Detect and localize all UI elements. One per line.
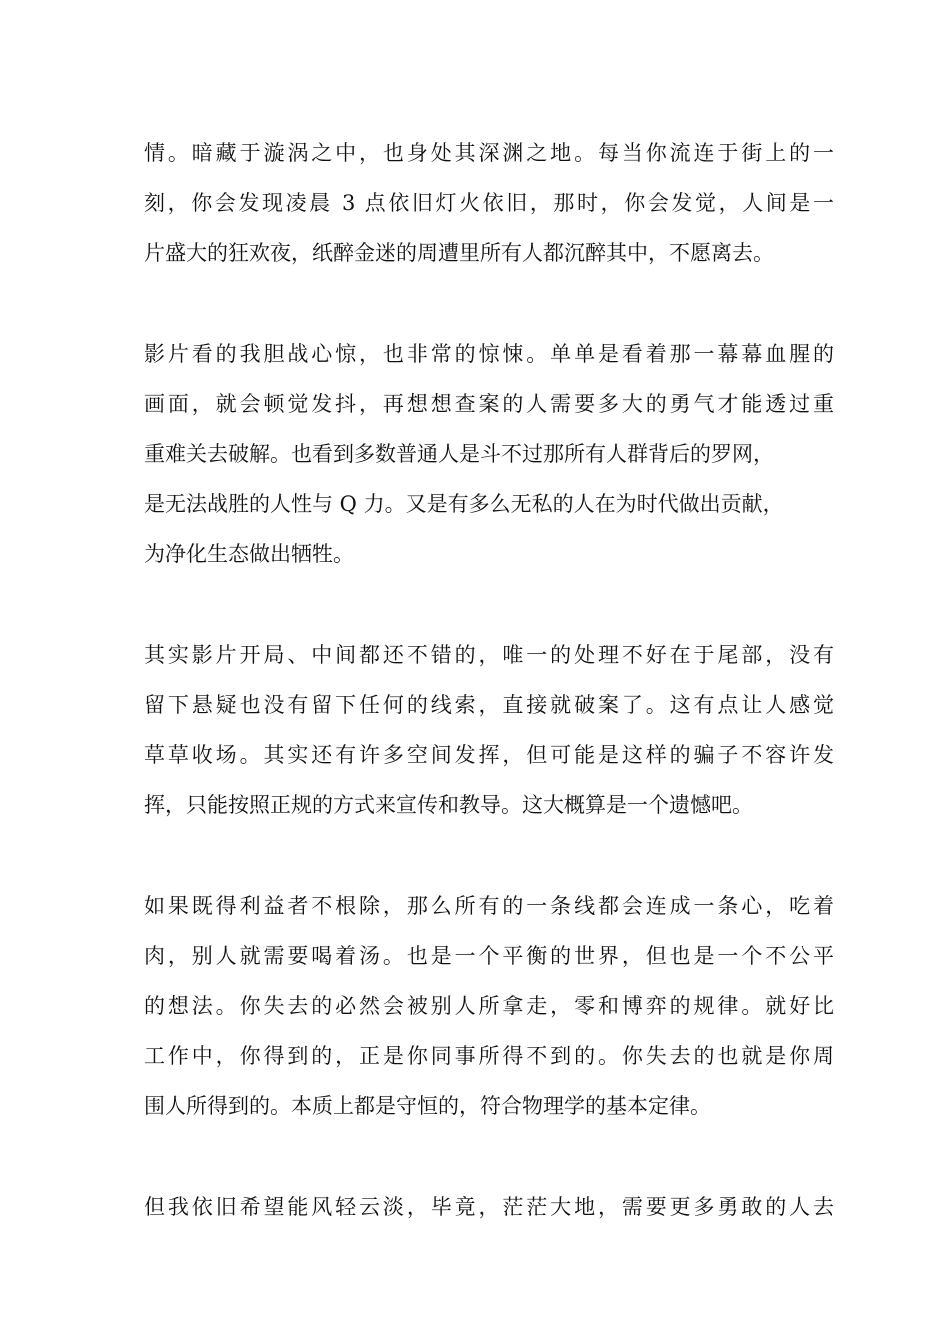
text-line: 但我依旧希望能风轻云淡，毕竟，茫茫大地，需要更多勇敢的人去 [144, 1195, 834, 1219]
paragraph-3 [144, 630, 834, 830]
paragraph-5 [144, 1182, 834, 1232]
text-line: 挥，只能按照正规的方式来宣传和教导。这大概算是一个遗憾吧。 [144, 793, 753, 817]
paragraph-1 [144, 128, 834, 278]
text-line: 影片看的我胆战心惊，也非常的惊悚。单单是看着那一幕幕血腥的 [144, 342, 834, 366]
text-line: 重难关去破解。也看到多数普通人是斗不过那所有人群背后的罗网， [144, 442, 774, 466]
text-line: 画面，就会顿觉发抖，再想想查案的人需要多大的勇气才能透过重 [144, 392, 834, 416]
text-line: 为净化生态做出牺牲。 [144, 542, 354, 566]
text-line: 留下悬疑也没有留下任何的线索，直接就破案了。这有点让人感觉 [144, 693, 834, 717]
text-line: 如果既得利益者不根除，那么所有的一条线都会连成一条心，吃着 [144, 894, 834, 918]
text-line: 刻，你会发现凌晨 3 点依旧灯火依旧，那时，你会发觉，人间是一 [144, 191, 834, 215]
text-line: 肉，别人就需要喝着汤。也是一个平衡的世界，但也是一个不公平 [144, 944, 834, 968]
text-line: 片盛大的狂欢夜，纸醉金迷的周遭里所有人都沉醉其中，不愿离去。 [144, 241, 774, 265]
paragraph-4 [144, 881, 834, 1131]
text-line: 是无法战胜的人性与 Q 力。又是有多么无私的人在为时代做出贡献， [144, 492, 784, 516]
paragraph-2 [144, 329, 834, 579]
text-line: 的想法。你失去的必然会被别人所拿走，零和博弈的规律。就好比 [144, 994, 834, 1018]
text-line: 围人所得到的。本质上都是守恒的，符合物理学的基本定律。 [144, 1094, 711, 1118]
text-line: 草草收场。其实还有许多空间发挥，但可能是这样的骗子不容许发 [144, 743, 834, 767]
text-line: 情。暗藏于漩涡之中，也身处其深渊之地。每当你流连于街上的一 [144, 141, 834, 165]
text-line: 其实影片开局、中间都还不错的，唯一的处理不好在于尾部，没有 [144, 643, 834, 667]
text-line: 工作中，你得到的，正是你同事所得不到的。你失去的也就是你周 [144, 1044, 834, 1068]
document-body [144, 128, 834, 1283]
